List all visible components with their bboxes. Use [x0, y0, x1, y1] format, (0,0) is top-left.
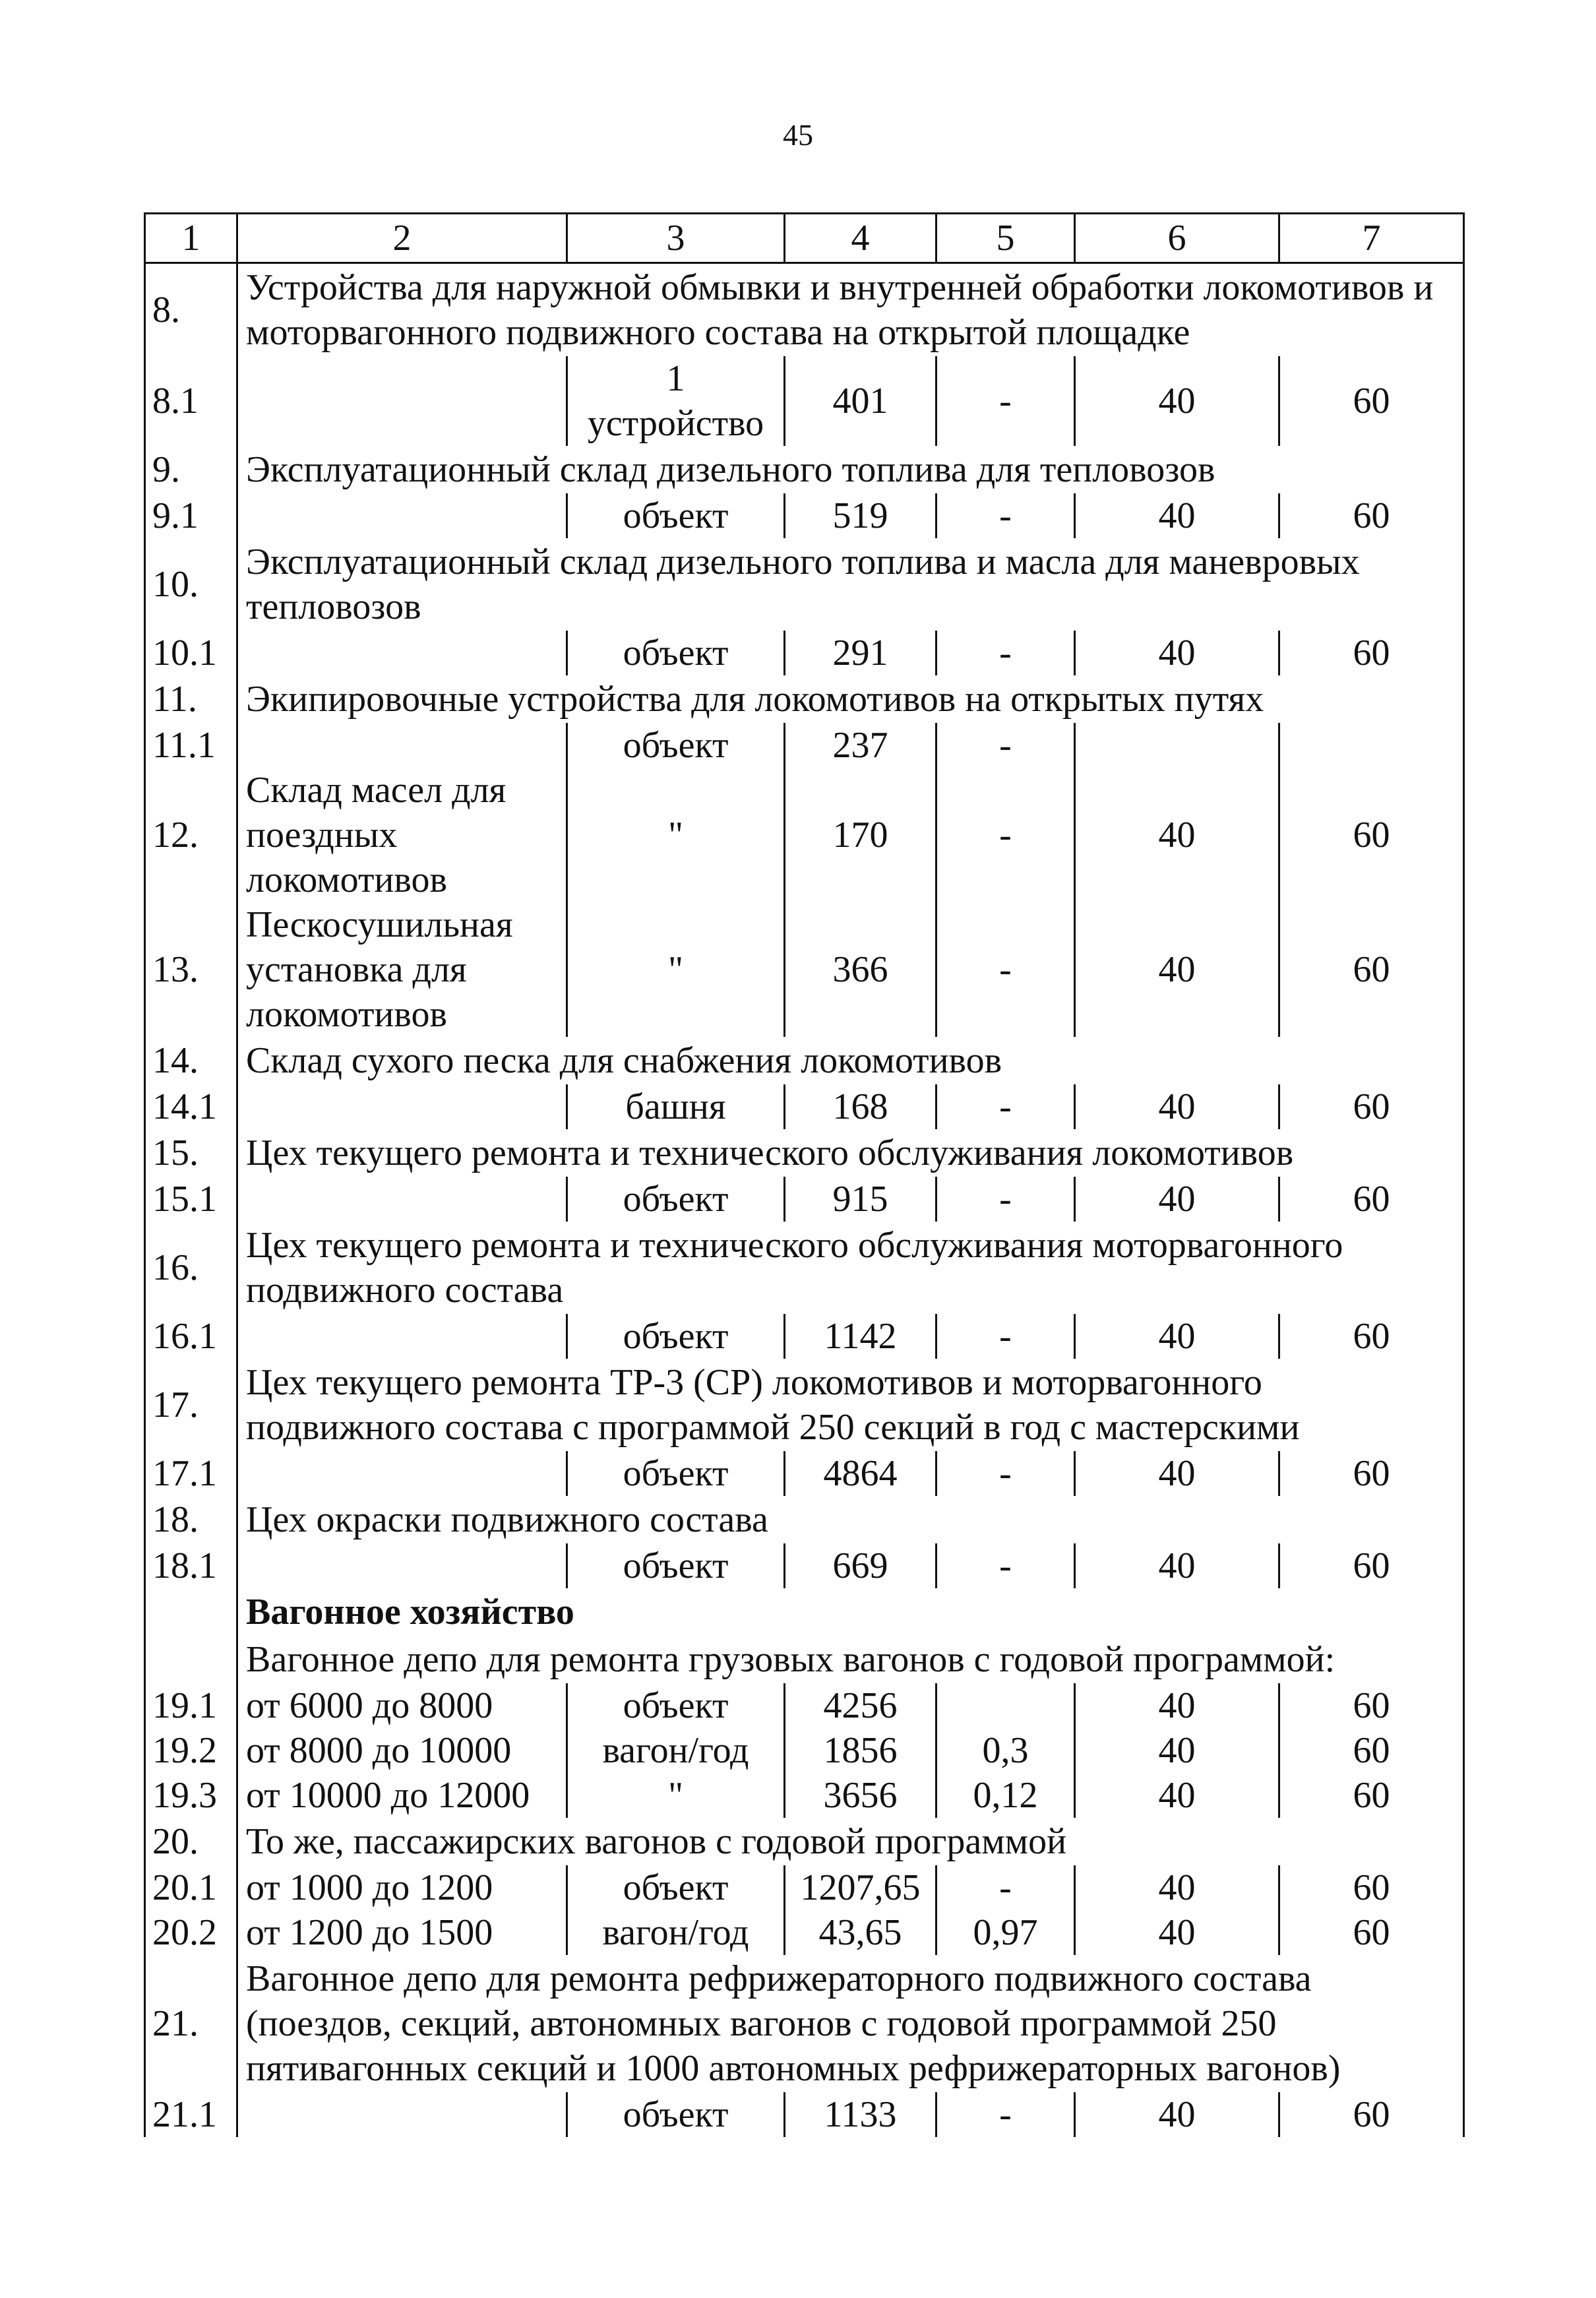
table-row — [145, 1865, 1464, 1910]
page-number: 45 — [783, 118, 813, 152]
table-row — [145, 631, 1464, 675]
table-row — [145, 1037, 1464, 1084]
item-description: Вагонное депо для ремонта грузовых вагонов с годовой программой: — [237, 1636, 1464, 1683]
value-cell-6: 40 — [1075, 1084, 1279, 1129]
table-row — [145, 1588, 1464, 1636]
row-number: 18.1 — [145, 1543, 237, 1588]
table-row — [145, 1222, 1464, 1314]
value-cell-5: - — [936, 356, 1075, 446]
unit-cell: объект — [567, 1865, 785, 1910]
value-cell-7: 60 — [1279, 902, 1464, 1037]
table-row — [145, 1177, 1464, 1222]
item-name — [237, 493, 567, 538]
unit-cell: объект — [567, 1683, 785, 1728]
value-cell-5: 0,97 — [936, 1910, 1075, 1955]
value-cell-5: - — [936, 1865, 1075, 1910]
row-number: 17.1 — [145, 1451, 237, 1496]
value-cell-4: 519 — [785, 493, 936, 538]
item-name — [237, 1543, 567, 1588]
row-number: 16. — [145, 1222, 237, 1314]
table-row — [145, 538, 1464, 631]
item-name: от 10000 до 12000 — [237, 1773, 567, 1818]
value-cell-4: 237 — [785, 723, 936, 768]
row-number: 12. — [145, 768, 237, 902]
value-cell-4: 1207,65 — [785, 1865, 936, 1910]
unit-cell: " — [567, 1773, 785, 1818]
value-cell-4: 168 — [785, 1084, 936, 1129]
value-cell-4: 366 — [785, 902, 936, 1037]
table-row — [145, 902, 1464, 1037]
unit-cell: объект — [567, 1177, 785, 1222]
row-number: 21. — [145, 1955, 237, 2092]
value-cell-5: 0,3 — [936, 1728, 1075, 1773]
row-number: 11.1 — [145, 723, 237, 768]
header-cell: 2 — [237, 214, 567, 263]
item-name: от 6000 до 8000 — [237, 1683, 567, 1728]
item-description: Цех текущего ремонта и технического обслуживания моторвагонного подвижного состава — [237, 1222, 1464, 1314]
table-row — [145, 1636, 1464, 1683]
value-cell-6: 40 — [1075, 1451, 1279, 1496]
value-cell-4: 1142 — [785, 1314, 936, 1359]
header-cell: 3 — [567, 214, 785, 263]
table-row — [145, 2092, 1464, 2137]
header-cell: 1 — [145, 214, 237, 263]
value-cell-6: 40 — [1075, 1865, 1279, 1910]
value-cell-4: 401 — [785, 356, 936, 446]
unit-cell: объект — [567, 1543, 785, 1588]
value-cell-6: 40 — [1075, 631, 1279, 675]
item-name — [237, 356, 567, 446]
item-name — [237, 1084, 567, 1129]
value-cell-7: 60 — [1279, 768, 1464, 902]
value-cell-5: - — [936, 1084, 1075, 1129]
header-cell: 4 — [785, 214, 936, 263]
table-row — [145, 1773, 1464, 1818]
value-cell-5: - — [936, 1451, 1075, 1496]
value-cell-6: 40 — [1075, 1773, 1279, 1818]
value-cell-6: 40 — [1075, 1314, 1279, 1359]
item-description: Цех текущего ремонта и технического обслуживания локомотивов — [237, 1129, 1464, 1177]
row-number: 10. — [145, 538, 237, 631]
table-row — [145, 1084, 1464, 1129]
value-cell-7: 60 — [1279, 356, 1464, 446]
value-cell-4: 915 — [785, 1177, 936, 1222]
table-body — [145, 263, 1464, 2138]
header-cell: 5 — [936, 214, 1075, 263]
value-cell-5: - — [936, 1177, 1075, 1222]
value-cell-4: 4256 — [785, 1683, 936, 1728]
item-name — [237, 2092, 567, 2137]
row-number: 13. — [145, 902, 237, 1037]
header-cell: 7 — [1279, 214, 1464, 263]
value-cell-7: 60 — [1279, 1314, 1464, 1359]
row-number: 15. — [145, 1129, 237, 1177]
value-cell-7: 60 — [1279, 1451, 1464, 1496]
item-name — [237, 723, 567, 768]
unit-cell: объект — [567, 2092, 785, 2137]
value-cell-7: 60 — [1279, 1543, 1464, 1588]
item-description: Устройства для наружной обмывки и внутренней обработки локомотивов и моторвагонного подвижного состава на открытой площадке — [237, 263, 1464, 357]
table-row — [145, 263, 1464, 357]
value-cell-6: 40 — [1075, 768, 1279, 902]
table-row — [145, 1496, 1464, 1543]
value-cell-6: 40 — [1075, 1543, 1279, 1588]
table-row — [145, 1451, 1464, 1496]
value-cell-7: 60 — [1279, 2092, 1464, 2137]
header-row — [145, 214, 1464, 263]
item-description: Эксплуатационный склад дизельного топлива и масла для маневровых тепловозов — [237, 538, 1464, 631]
item-description: Цех окраски подвижного состава — [237, 1496, 1464, 1543]
item-description: Эксплуатационный склад дизельного топлива для тепловозов — [237, 446, 1464, 493]
value-cell-4: 43,65 — [785, 1910, 936, 1955]
value-cell-7: 60 — [1279, 631, 1464, 675]
table-row — [145, 1818, 1464, 1865]
value-cell-5: - — [936, 631, 1075, 675]
row-number: 17. — [145, 1359, 237, 1451]
table-row — [145, 768, 1464, 902]
value-cell-4: 291 — [785, 631, 936, 675]
row-number: 20. — [145, 1818, 237, 1865]
table-row — [145, 446, 1464, 493]
item-name — [237, 1451, 567, 1496]
value-cell-6 — [1075, 723, 1279, 768]
table-row — [145, 1543, 1464, 1588]
item-description: То же, пассажирских вагонов с годовой программой — [237, 1818, 1464, 1865]
value-cell-7: 60 — [1279, 1084, 1464, 1129]
item-description: Склад сухого песка для снабжения локомотивов — [237, 1037, 1464, 1084]
unit-cell: объект — [567, 631, 785, 675]
unit-cell: объект — [567, 493, 785, 538]
row-number: 19.3 — [145, 1773, 237, 1818]
value-cell-4: 669 — [785, 1543, 936, 1588]
item-name: от 1200 до 1500 — [237, 1910, 567, 1955]
value-cell-4: 3656 — [785, 1773, 936, 1818]
value-cell-7: 60 — [1279, 1865, 1464, 1910]
item-description: Цех текущего ремонта ТР-3 (СР) локомотивов и моторвагонного подвижного состава с программой 250 секций в год с мастерскими — [237, 1359, 1464, 1451]
table-row — [145, 1129, 1464, 1177]
unit-cell: объект — [567, 1314, 785, 1359]
value-cell-4: 1133 — [785, 2092, 936, 2137]
unit-cell: объект — [567, 723, 785, 768]
table-row — [145, 723, 1464, 768]
table-row — [145, 1910, 1464, 1955]
value-cell-5: - — [936, 2092, 1075, 2137]
unit-cell: 1 устройство — [567, 356, 785, 446]
unit-cell: башня — [567, 1084, 785, 1129]
row-number: 21.1 — [145, 2092, 237, 2137]
value-cell-4: 4864 — [785, 1451, 936, 1496]
row-number: 11. — [145, 675, 237, 723]
value-cell-6: 40 — [1075, 493, 1279, 538]
row-number: 9.1 — [145, 493, 237, 538]
value-cell-5: 0,12 — [936, 1773, 1075, 1818]
item-description: Экипировочные устройства для локомотивов на открытых путях — [237, 675, 1464, 723]
value-cell-4: 1856 — [785, 1728, 936, 1773]
value-cell-6: 40 — [1075, 1683, 1279, 1728]
table-row — [145, 356, 1464, 446]
row-number: 9. — [145, 446, 237, 493]
value-cell-7: 60 — [1279, 1177, 1464, 1222]
unit-cell: " — [567, 902, 785, 1037]
item-name — [237, 1177, 567, 1222]
value-cell-6: 40 — [1075, 1177, 1279, 1222]
item-description: Вагонное депо для ремонта рефрижераторного подвижного состава (поездов, секций, автономных вагонов с годовой программой 250 пятивагонных секций и 1000 автономных рефрижераторных вагонов) — [237, 1955, 1464, 2092]
row-number: 15.1 — [145, 1177, 237, 1222]
value-cell-7: 60 — [1279, 1728, 1464, 1773]
item-name: Пескосушильная установка для локомотивов — [237, 902, 567, 1037]
value-cell-7: 60 — [1279, 1683, 1464, 1728]
row-number: 19.2 — [145, 1728, 237, 1773]
value-cell-7: 60 — [1279, 1910, 1464, 1955]
value-cell-6: 40 — [1075, 1728, 1279, 1773]
table-row — [145, 1314, 1464, 1359]
value-cell-5: - — [936, 1543, 1075, 1588]
table-row — [145, 493, 1464, 538]
value-cell-6: 40 — [1075, 902, 1279, 1037]
value-cell-5: - — [936, 723, 1075, 768]
value-cell-7: 60 — [1279, 1773, 1464, 1818]
item-name: от 8000 до 10000 — [237, 1728, 567, 1773]
row-number: 19.1 — [145, 1683, 237, 1728]
item-name — [237, 1314, 567, 1359]
row-number: 14. — [145, 1037, 237, 1084]
value-cell-5 — [936, 1683, 1075, 1728]
row-number: 14.1 — [145, 1084, 237, 1129]
value-cell-5: - — [936, 1314, 1075, 1359]
table-row — [145, 1359, 1464, 1451]
value-cell-5: - — [936, 493, 1075, 538]
row-number: 10.1 — [145, 631, 237, 675]
row-number: 18. — [145, 1496, 237, 1543]
table-row — [145, 1683, 1464, 1728]
item-name: Склад масел для поездных локомотивов — [237, 768, 567, 902]
data-table — [144, 212, 1463, 2137]
unit-cell: вагон/год — [567, 1728, 785, 1773]
row-number: 16.1 — [145, 1314, 237, 1359]
row-number: 20.1 — [145, 1865, 237, 1910]
unit-cell: " — [567, 768, 785, 902]
unit-cell: вагон/год — [567, 1910, 785, 1955]
row-number: 8.1 — [145, 356, 237, 446]
value-cell-6: 40 — [1075, 1910, 1279, 1955]
table-row — [145, 1728, 1464, 1773]
value-cell-7: 60 — [1279, 493, 1464, 538]
value-cell-6: 40 — [1075, 2092, 1279, 2137]
table-row — [145, 675, 1464, 723]
section-heading: Вагонное хозяйство — [237, 1588, 1464, 1636]
header-cell: 6 — [1075, 214, 1279, 263]
value-cell-5: - — [936, 768, 1075, 902]
row-number: 20.2 — [145, 1910, 237, 1955]
row-number — [145, 1636, 237, 1683]
value-cell-5: - — [936, 902, 1075, 1037]
row-number: 8. — [145, 263, 237, 357]
unit-cell: объект — [567, 1451, 785, 1496]
item-name: от 1000 до 1200 — [237, 1865, 567, 1910]
value-cell-6: 40 — [1075, 356, 1279, 446]
table-row — [145, 1955, 1464, 2092]
row-number — [145, 1588, 237, 1636]
value-cell-4: 170 — [785, 768, 936, 902]
value-cell-7 — [1279, 723, 1464, 768]
item-name — [237, 631, 567, 675]
